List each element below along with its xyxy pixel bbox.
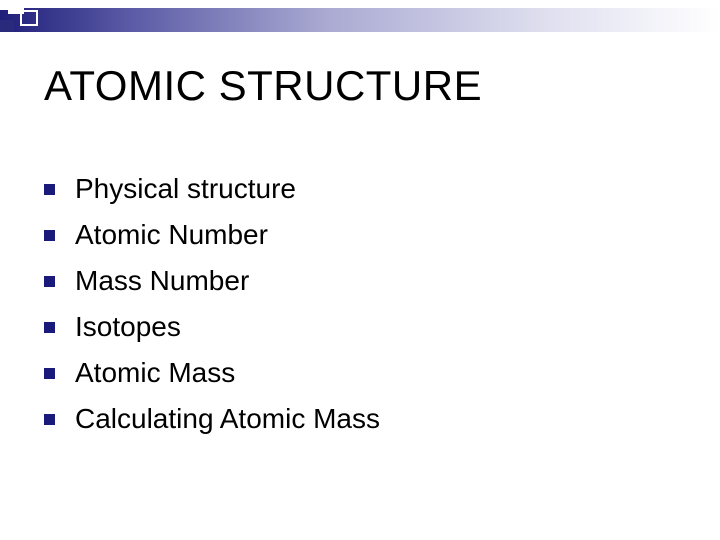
list-item bbox=[44, 212, 380, 258]
square-bullet-icon bbox=[44, 230, 55, 241]
decor-square-dark bbox=[0, 20, 14, 32]
square-bullet-icon bbox=[44, 322, 55, 333]
bullet-text: Isotopes bbox=[75, 311, 181, 342]
bullet-list bbox=[44, 166, 380, 442]
decor-square-outline bbox=[20, 10, 38, 26]
list-item bbox=[44, 350, 380, 396]
square-bullet-icon bbox=[44, 368, 55, 379]
slide-title: ATOMIC STRUCTURE bbox=[44, 62, 483, 109]
header-gradient-band bbox=[0, 8, 720, 32]
bullet-text: Atomic Mass bbox=[75, 357, 236, 388]
bullet-text: Physical structure bbox=[75, 173, 296, 204]
list-item bbox=[44, 166, 380, 212]
square-bullet-icon bbox=[44, 414, 55, 425]
decor-square-outline-small bbox=[0, 0, 10, 10]
bullet-text: Mass Number bbox=[75, 265, 250, 296]
bullet-text: Calculating Atomic Mass bbox=[75, 403, 381, 434]
list-item bbox=[44, 396, 380, 442]
decor-square-small bbox=[30, 0, 40, 8]
square-bullet-icon bbox=[44, 184, 55, 195]
list-item bbox=[44, 304, 380, 350]
bullet-text: Atomic Number bbox=[75, 219, 268, 250]
list-item bbox=[44, 258, 380, 304]
square-bullet-icon bbox=[44, 276, 55, 287]
